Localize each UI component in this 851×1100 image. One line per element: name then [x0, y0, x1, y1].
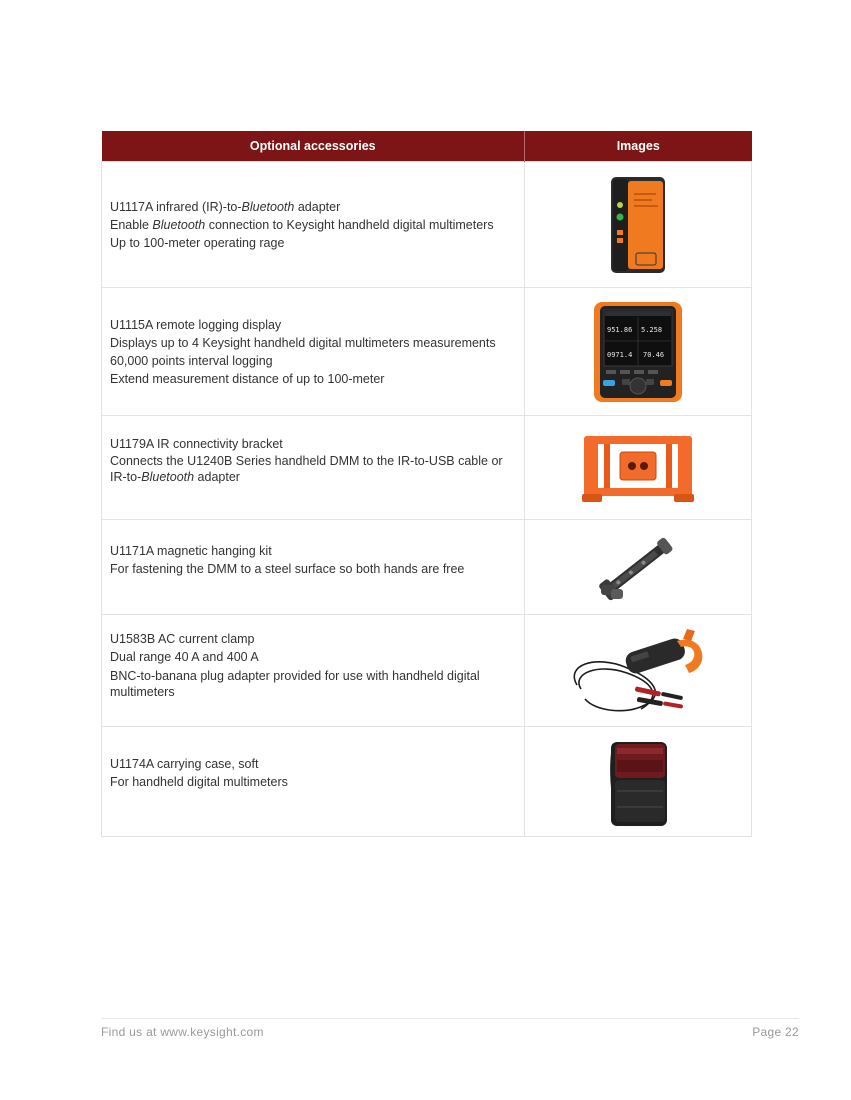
accessory-image-cell	[525, 615, 752, 727]
carrying-case-image	[603, 736, 673, 828]
table-row	[102, 288, 752, 416]
accessory-detail: Up to 100-meter operating rage	[110, 235, 285, 250]
accessory-description	[102, 416, 525, 520]
accessory-name: U1115A remote logging display	[110, 317, 282, 332]
header-images: Images	[525, 131, 752, 162]
accessory-detail: Enable Bluetooth connection to Keysight handheld digital multimeters	[110, 217, 494, 232]
accessory-detail: Displays up to 4 Keysight handheld digital multimeters measurements	[110, 335, 496, 350]
accessory-image-cell	[525, 727, 752, 837]
magnetic-hanging-kit-image	[593, 531, 683, 603]
accessory-detail: 60,000 points interval logging	[110, 353, 273, 368]
accessory-image-cell	[525, 416, 752, 520]
display-reading: 5.258	[641, 325, 663, 334]
display-reading: 0971.4	[607, 350, 633, 359]
display-reading: 951.86	[607, 325, 633, 334]
accessory-image-cell	[525, 520, 752, 615]
display-reading: 70.46	[643, 350, 665, 359]
accessory-description	[102, 288, 525, 416]
accessory-name: U1171A magnetic hanging kit	[110, 544, 272, 558]
header-optional-accessories: Optional accessories	[102, 131, 525, 162]
accessories-table	[101, 131, 752, 837]
table-row	[102, 162, 752, 288]
accessory-description	[102, 162, 525, 288]
accessory-name: U1174A carrying case, soft	[110, 757, 259, 771]
ac-current-clamp-image	[565, 625, 711, 717]
table-row	[102, 416, 752, 520]
accessory-detail: Extend measurement distance of up to 100-meter	[110, 371, 385, 386]
accessory-image-cell	[525, 288, 752, 416]
accessory-detail: BNC-to-banana plug adapter provided for use with handheld digital multimeters	[110, 669, 480, 699]
accessory-detail: Dual range 40 A and 400 A	[110, 650, 259, 664]
ir-bluetooth-adapter-image	[608, 175, 668, 275]
footer-website: Find us at www.keysight.com	[101, 1025, 264, 1039]
remote-logging-display-image	[592, 300, 684, 404]
accessory-name: U1179A IR connectivity bracket	[110, 437, 283, 451]
accessory-detail: Connects the U1240B Series handheld DMM to the IR-to-USB cable or IR-to-Bluetooth adapter	[110, 454, 503, 484]
page-number: Page 22	[752, 1025, 799, 1039]
table-row	[102, 615, 752, 727]
accessory-name: U1583B AC current clamp	[110, 632, 255, 646]
accessory-detail: For handheld digital multimeters	[110, 775, 288, 789]
ir-connectivity-bracket-image	[582, 432, 694, 504]
accessory-detail: For fastening the DMM to a steel surface so both hands are free	[110, 562, 465, 576]
accessory-description	[102, 615, 525, 727]
table-row	[102, 520, 752, 615]
page-footer	[101, 1018, 799, 1039]
accessory-description	[102, 727, 525, 837]
accessory-image-cell	[525, 162, 752, 288]
accessory-description	[102, 520, 525, 615]
table-row	[102, 727, 752, 837]
accessory-name: U1117A infrared (IR)-to-Bluetooth adapter	[110, 199, 341, 214]
table-header-row	[102, 131, 752, 162]
